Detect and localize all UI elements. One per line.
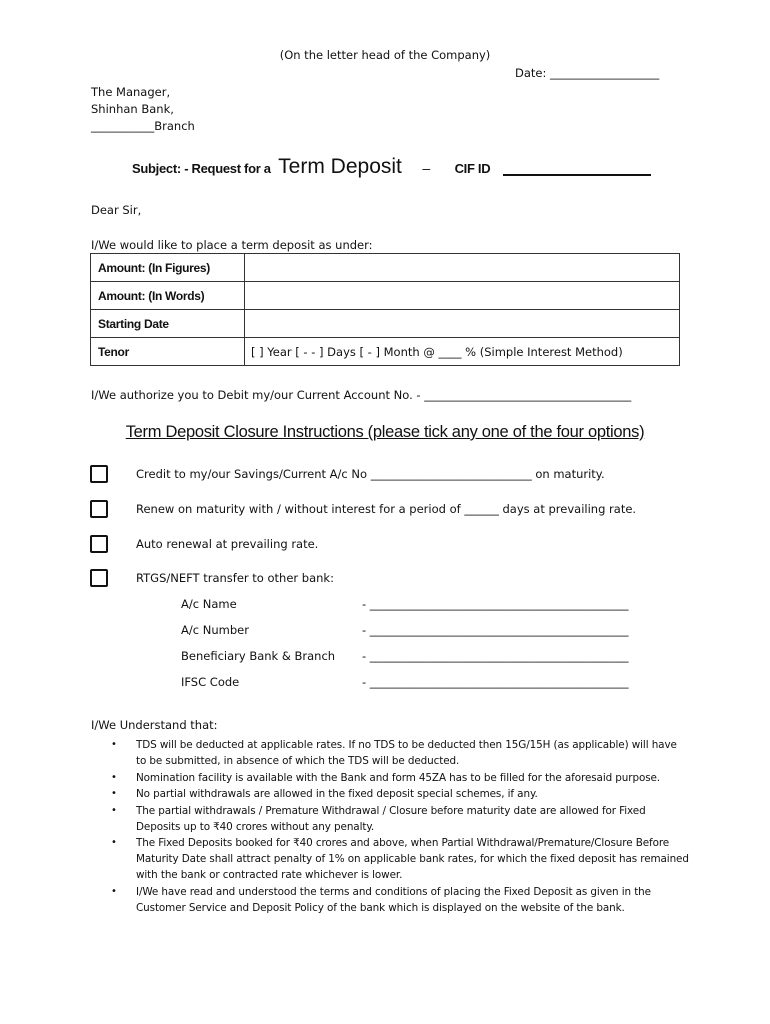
letterhead-note: (On the letter head of the Company) [279, 48, 491, 62]
deposit-details-table [90, 253, 680, 366]
addressee-block [91, 84, 291, 135]
subject-prefix: Subject: - Request for a [132, 161, 271, 176]
amount-words-label: Amount: (In Words) [91, 282, 245, 310]
beneficiary-bank-label: Beneficiary Bank & Branch [181, 649, 336, 663]
terms-list [110, 737, 690, 916]
term-text: The partial withdrawals / Premature Withdrawal / Closure before maturity date are allowed for Fixed Deposits up to ₹40 crores without any penalty. [136, 804, 646, 833]
ac-name-label: A/c Name [181, 597, 237, 611]
list-item [110, 770, 690, 786]
amount-figures-field[interactable] [245, 254, 680, 282]
salutation: Dear Sir, [91, 203, 142, 217]
understanding-title: I/We Understand that: [91, 718, 218, 732]
list-item [110, 803, 690, 835]
amount-figures-label: Amount: (In Figures) [91, 254, 245, 282]
subject-dash: – [422, 160, 431, 176]
addressee-line-manager: The Manager, [91, 85, 171, 99]
tenor-label: Tenor [91, 338, 245, 366]
date-field[interactable]: Date: ___________________ [515, 66, 660, 80]
option-credit-label: Credit to my/our Savings/Current A/c No ____________________________ on maturity. [136, 467, 605, 481]
ifsc-code-field[interactable]: - _____________________________________________ [362, 675, 629, 689]
bullet-icon: • [111, 837, 117, 848]
term-text: Nomination facility is available with the Bank and form 45ZA has to be filled for the aforesaid purpose. [136, 771, 661, 784]
option-rtgs-checkbox[interactable] [90, 569, 108, 587]
option-auto-renewal-checkbox[interactable] [90, 535, 108, 553]
term-text: No partial withdrawals are allowed in the fixed deposit special schemes, if any. [136, 788, 538, 800]
ac-number-field[interactable]: - _____________________________________________ [362, 623, 629, 637]
option-credit-checkbox[interactable] [90, 465, 108, 483]
list-item [110, 737, 690, 769]
ac-number-label: A/c Number [181, 623, 249, 637]
subject-line [132, 155, 651, 179]
addressee-line-bank: Shinhan Bank, [91, 102, 174, 116]
list-item [110, 786, 690, 802]
list-item [110, 835, 690, 883]
subject-main: Term Deposit [278, 155, 402, 178]
option-auto-renewal-label: Auto renewal at prevailing rate. [136, 537, 319, 551]
term-text: The Fixed Deposits booked for ₹40 crores and above, when Partial Withdrawal/Premature/Closure Before Maturity Date shall attract penalty of 1% on applicable bank rates, for which the fixed deposit has remained with the bank or contracted rate whichever is lower. [136, 837, 689, 881]
addressee-line-branch[interactable]: ___________Branch [91, 119, 195, 133]
list-item [110, 884, 690, 916]
starting-date-label: Starting Date [91, 310, 245, 338]
table-row [91, 254, 680, 282]
bullet-icon: • [111, 804, 117, 816]
bullet-icon: • [111, 788, 117, 799]
option-renew-label: Renew on maturity with / without interest for a period of ______ days at prevailing rate. [136, 502, 637, 516]
term-text: I/We have read and understood the terms and conditions of placing the Fixed Deposit as given in the Customer Service and Deposit Policy of the bank which is displayed on the website of the bank. [136, 885, 651, 914]
ac-name-field[interactable]: - _____________________________________________ [362, 597, 629, 611]
cif-id-field[interactable] [503, 160, 651, 176]
debit-authorization-text[interactable]: I/We authorize you to Debit my/our Current Account No. - ____________________________________ [91, 388, 632, 402]
option-rtgs-label: RTGS/NEFT transfer to other bank: [136, 571, 334, 585]
ifsc-code-label: IFSC Code [181, 675, 240, 689]
cif-label: CIF ID [454, 161, 491, 176]
table-row [91, 310, 680, 338]
bullet-icon: • [111, 771, 117, 783]
option-renew-checkbox[interactable] [90, 500, 108, 518]
table-row [91, 338, 680, 366]
intro-text: I/We would like to place a term deposit as under: [91, 238, 373, 252]
term-text: TDS will be deducted at applicable rates. If no TDS to be deducted then 15G/15H (as applicable) will have to be submitted, in absence of which the TDS will be deducted. [136, 739, 677, 767]
tenor-field[interactable]: [ ] Year [ - - ] Days [ - ] Month @ ____ % (Simple Interest Method) [245, 338, 680, 366]
starting-date-field[interactable] [245, 310, 680, 338]
closure-instructions-title: Term Deposit Closure Instructions (please tick any one of the four options) [125, 423, 645, 441]
bullet-icon: • [111, 739, 117, 750]
beneficiary-bank-field[interactable]: - _____________________________________________ [362, 649, 629, 663]
amount-words-field[interactable] [245, 282, 680, 310]
table-row [91, 282, 680, 310]
bullet-icon: • [111, 885, 117, 897]
